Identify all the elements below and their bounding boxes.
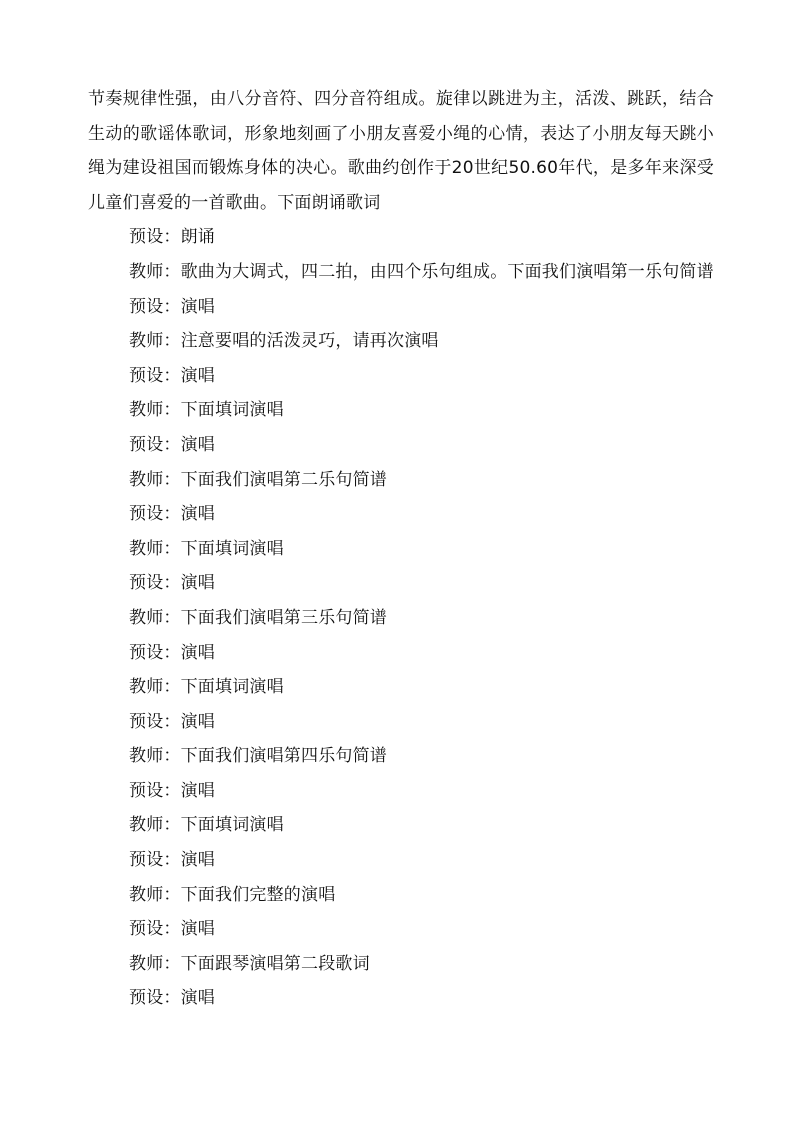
- dialogue-line: 教师：下面我们演唱第二乐句简谱: [129, 469, 387, 490]
- dialogue-line: 教师：下面填词演唱: [129, 677, 284, 698]
- dialogue-line: 教师：歌曲为大调式，四二拍，由四个乐句组成。下面我们演唱第一乐句简谱: [129, 261, 714, 282]
- dialogue-line: 预设：演唱: [129, 642, 215, 663]
- dialogue-line: 预设：演唱: [129, 711, 215, 732]
- dialogue-line: 预设：演唱: [129, 504, 215, 525]
- dialogue-line: 预设：朗诵: [129, 227, 215, 248]
- dialogue-line: 教师：注意要唱的活泼灵巧，请再次演唱: [129, 331, 439, 352]
- dialogue-line: 教师：下面填词演唱: [129, 538, 284, 559]
- dialogue-line: 教师：下面填词演唱: [129, 815, 284, 836]
- dialogue-line: 教师：下面填词演唱: [129, 400, 284, 421]
- dialogue-list: [88, 220, 714, 1016]
- dialogue-line: 预设：演唱: [129, 780, 215, 801]
- dialogue-line: 预设：演唱: [129, 296, 215, 317]
- dialogue-line: 教师：下面我们演唱第三乐句简谱: [129, 607, 387, 628]
- intro-paragraph: 节奏规律性强，由八分音符、四分音符组成。旋律以跳进为主，活泼、跳跃，结合生动的歌谣体歌词，形象地刻画了小朋友喜爱小绳的心情，表达了小朋友每天跳小绳为建设祖国而锻炼身体的决心。歌曲约创作于20世纪50.60年代，是多年来深受儿童们喜爱的一首歌曲。下面朗诵歌词: [88, 89, 714, 213]
- dialogue-line: 预设：演唱: [129, 850, 215, 871]
- dialogue-line: 预设：演唱: [129, 434, 215, 455]
- dialogue-line: 教师：下面我们完整的演唱: [129, 884, 336, 905]
- document-body: [88, 82, 714, 1016]
- dialogue-line: 预设：演唱: [129, 365, 215, 386]
- dialogue-line: 预设：演唱: [129, 573, 215, 594]
- dialogue-line: 教师：下面我们演唱第四乐句简谱: [129, 746, 387, 767]
- dialogue-line: 预设：演唱: [129, 988, 215, 1009]
- dialogue-line: 预设：演唱: [129, 919, 215, 940]
- dialogue-line: 教师：下面跟琴演唱第二段歌词: [129, 953, 370, 974]
